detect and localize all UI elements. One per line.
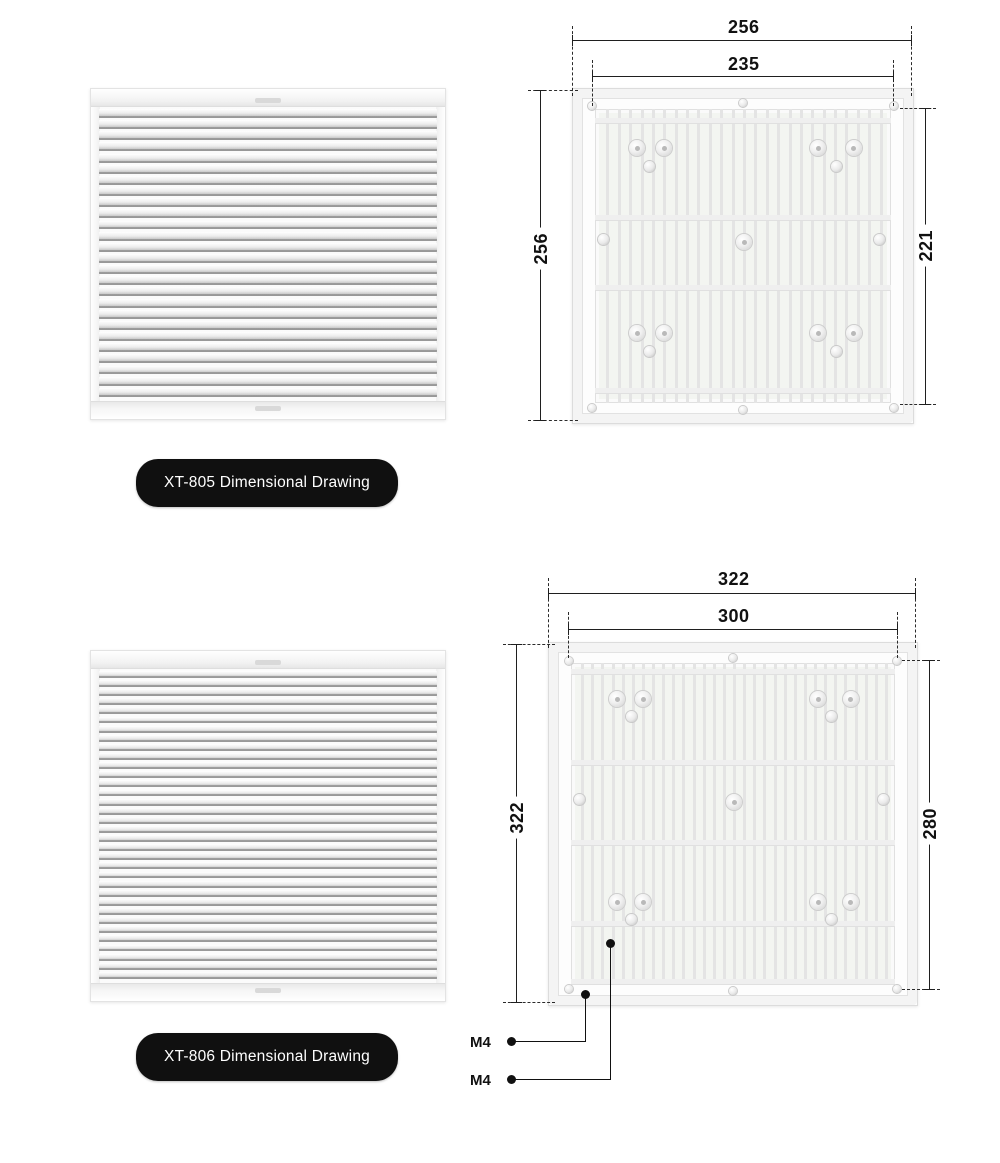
louvre-blade <box>99 844 437 851</box>
screw-head <box>644 161 655 172</box>
louvre-blade <box>99 780 437 787</box>
grid-horizontal-bar <box>571 921 895 926</box>
grid-vertical-bar <box>622 663 625 985</box>
dim-text-806-inner-width: 300 <box>713 606 755 627</box>
grid-horizontal-bar <box>595 215 891 220</box>
grid-vertical-bar <box>794 663 797 985</box>
louvre-blade <box>99 254 437 263</box>
dim-line-806-outer-width <box>548 593 916 594</box>
front-view-right-rail <box>436 668 445 984</box>
louvre-blade <box>99 890 437 897</box>
louvre-blade <box>99 265 437 274</box>
front-view-bottom-latch <box>255 406 281 411</box>
callout-leader-m4-upper-h <box>511 1041 586 1042</box>
dim-text-805-outer-height: 256 <box>531 228 552 270</box>
xt806-front-view <box>90 650 446 1002</box>
louvre-blade <box>99 817 437 824</box>
louvre-blade <box>99 689 437 696</box>
louvre-blade <box>99 187 437 196</box>
louvre-blade <box>99 835 437 842</box>
grid-vertical-bar <box>766 109 769 403</box>
louvre-blade <box>99 771 437 778</box>
grid-vertical-bar <box>753 663 756 985</box>
dim-ext-806-inner-left <box>568 612 569 658</box>
grid-vertical-bar <box>652 109 655 403</box>
grid-vertical-bar <box>880 109 883 403</box>
grid-vertical-bar <box>774 663 777 985</box>
dim-text-806-outer-height: 322 <box>507 797 528 839</box>
louvre-blade <box>99 872 437 879</box>
louvre-blade <box>99 707 437 714</box>
grid-vertical-bar <box>591 663 594 985</box>
louvre-blade <box>99 963 437 970</box>
front-view-bottom-frame <box>91 401 445 419</box>
dim-text-806-inner-height: 280 <box>920 803 941 845</box>
dim-tick-806-inner-left <box>568 624 569 635</box>
dim-tick-806-height-bottom <box>511 1002 522 1003</box>
louvre-blade <box>99 377 437 386</box>
callout-label-m4-upper: M4 <box>470 1034 491 1051</box>
dim-ext-806-inner-right <box>897 612 898 658</box>
louvre-blade <box>99 131 437 140</box>
louvre-blade <box>99 332 437 341</box>
grid-vertical-bar <box>723 663 726 985</box>
grid-vertical-bar <box>834 109 837 403</box>
dim-tick-805-height-bottom <box>535 420 546 421</box>
mounting-boss <box>846 140 862 156</box>
grid-vertical-bar <box>733 663 736 985</box>
grid-vertical-bar <box>642 663 645 985</box>
louvre-blade <box>99 945 437 952</box>
louvre-blade <box>99 972 437 979</box>
screw-head <box>826 914 837 925</box>
grid-vertical-bar <box>855 663 858 985</box>
louvre-blade <box>99 366 437 375</box>
grid-vertical-bar <box>618 109 621 403</box>
front-view-right-rail <box>436 106 445 402</box>
frame-corner-screw <box>893 657 901 665</box>
grid-vertical-bar <box>789 109 792 403</box>
dim-tick-805-inner-right <box>893 71 894 82</box>
grid-vertical-bar <box>652 663 655 985</box>
louvre-blade <box>99 698 437 705</box>
louvre-blade <box>99 899 437 906</box>
grid-horizontal-bar <box>595 285 891 290</box>
xt805-rear-view <box>572 88 914 424</box>
dim-tick-805-height-top <box>535 90 546 91</box>
grid-vertical-bar <box>814 663 817 985</box>
xt805-label-text: XT-805 Dimensional Drawing <box>164 474 370 491</box>
grid-vertical-bar <box>754 109 757 403</box>
grid-vertical-bar <box>693 663 696 985</box>
grid-vertical-bar <box>784 663 787 985</box>
louvre-blade <box>99 176 437 185</box>
louvre-blade <box>99 142 437 151</box>
dim-line-806-inner-width <box>568 629 898 630</box>
screw-head <box>626 914 637 925</box>
screw-head <box>874 234 885 245</box>
dim-tick-805-outer-right <box>911 35 912 46</box>
dim-tick-806-inner-right <box>897 624 898 635</box>
grid-vertical-bar <box>743 109 746 403</box>
louvre-blade <box>99 671 437 678</box>
grid-vertical-bar <box>844 663 847 985</box>
grid-vertical-bar <box>713 663 716 985</box>
dim-line-805-outer-width <box>572 40 912 41</box>
front-view-bottom-latch <box>255 988 281 993</box>
grid-vertical-bar <box>868 109 871 403</box>
dim-tick-805-inner-height-bottom <box>920 404 931 405</box>
grid-horizontal-bar <box>571 840 895 845</box>
screw-head <box>831 161 842 172</box>
louvre-blade <box>99 310 437 319</box>
louvre-blade <box>99 935 437 942</box>
dim-text-805-inner-height: 221 <box>916 225 937 267</box>
grid-vertical-bar <box>720 109 723 403</box>
dim-text-805-outer-width: 256 <box>723 17 765 38</box>
grid-horizontal-bar <box>571 760 895 765</box>
louvre-blade <box>99 198 437 207</box>
mounting-boss <box>843 691 859 707</box>
xt805-label-pill <box>136 459 398 507</box>
grid-vertical-bar <box>601 663 604 985</box>
louvre-blade <box>99 109 437 118</box>
louvre-blade <box>99 209 437 218</box>
callout-leader-m4-upper-v <box>585 994 586 1042</box>
grid-vertical-bar <box>763 663 766 985</box>
grid-vertical-bar <box>697 109 700 403</box>
grid-vertical-bar <box>777 109 780 403</box>
frame-corner-screw <box>893 985 901 993</box>
front-view-top-latch <box>255 98 281 103</box>
rear-view-grid-area <box>571 663 895 985</box>
grid-horizontal-bar <box>571 979 895 984</box>
grid-vertical-bar <box>865 663 868 985</box>
louvre-blade <box>99 243 437 252</box>
louvre-blade <box>99 287 437 296</box>
grid-vertical-bar <box>675 109 678 403</box>
louvre-blade <box>99 221 437 230</box>
dim-tick-806-inner-height-bottom <box>924 989 935 990</box>
frame-corner-screw <box>588 404 596 412</box>
louvre-blade <box>99 343 437 352</box>
louvre-blade <box>99 120 437 129</box>
grid-vertical-bar <box>606 109 609 403</box>
dim-tick-806-outer-right <box>915 588 916 599</box>
grid-vertical-bar <box>682 663 685 985</box>
dim-line-805-inner-width <box>592 76 894 77</box>
grid-vertical-bar <box>885 663 888 985</box>
frame-corner-screw <box>890 102 898 110</box>
dim-tick-805-inner-left <box>592 71 593 82</box>
callout-anchor-m4-upper <box>581 990 590 999</box>
mounting-boss <box>843 894 859 910</box>
front-view-top-frame <box>91 89 445 107</box>
grid-horizontal-bar <box>571 669 895 674</box>
louvre-blade <box>99 881 437 888</box>
callout-label-m4-lower: M4 <box>470 1072 491 1089</box>
louvre-blade <box>99 753 437 760</box>
grid-vertical-bar <box>743 663 746 985</box>
grid-vertical-bar <box>800 109 803 403</box>
callout-leader-m4-lower-h <box>511 1079 611 1080</box>
louvre-blade <box>99 790 437 797</box>
louvre-blade <box>99 165 437 174</box>
louvre-blade <box>99 808 437 815</box>
xt805-front-view <box>90 88 446 420</box>
grid-vertical-bar <box>709 109 712 403</box>
grid-vertical-bar <box>875 663 878 985</box>
louvre-blade <box>99 744 437 751</box>
drawing-section-xt-806 <box>0 560 1000 1163</box>
louvre-blade <box>99 276 437 285</box>
mounting-boss <box>846 325 862 341</box>
screw-head <box>626 711 637 722</box>
frame-corner-screw <box>565 985 573 993</box>
front-view-bottom-frame <box>91 983 445 1001</box>
grid-horizontal-bar <box>595 118 891 123</box>
dim-tick-806-height-top <box>511 644 522 645</box>
dim-tick-806-outer-left <box>548 588 549 599</box>
grid-vertical-bar <box>804 663 807 985</box>
dim-ext-805-inner-right <box>893 60 894 106</box>
grid-vertical-bar <box>703 663 706 985</box>
dim-ext-805-inner-left <box>592 60 593 106</box>
louvre-blade <box>99 908 437 915</box>
louvre-blade <box>99 762 437 769</box>
grid-vertical-bar <box>672 663 675 985</box>
louvre-blade <box>99 926 437 933</box>
grid-vertical-bar <box>581 663 584 985</box>
louvre-blade <box>99 726 437 733</box>
callout-leader-m4-lower-v <box>610 943 611 1079</box>
xt806-label-pill <box>136 1033 398 1081</box>
dim-tick-805-outer-left <box>572 35 573 46</box>
grid-vertical-bar <box>686 109 689 403</box>
dim-tick-805-inner-height-top <box>920 108 931 109</box>
louvre-blade <box>99 862 437 869</box>
drawing-section-xt-805 <box>0 0 1000 560</box>
louvre-blade <box>99 232 437 241</box>
louvre-blade <box>99 917 437 924</box>
louvre-blade <box>99 853 437 860</box>
louvre-blade <box>99 388 437 397</box>
louvre-blade <box>99 717 437 724</box>
grid-vertical-bar <box>732 109 735 403</box>
front-view-louvre-stack <box>99 671 437 981</box>
xt806-label-text: XT-806 Dimensional Drawing <box>164 1048 370 1065</box>
louvre-blade <box>99 954 437 961</box>
rear-view-grid-area <box>595 109 891 403</box>
dim-text-805-inner-width: 235 <box>723 54 765 75</box>
dim-tick-806-inner-height-top <box>924 660 935 661</box>
louvre-blade <box>99 799 437 806</box>
xt806-rear-view <box>548 642 918 1006</box>
front-view-top-latch <box>255 660 281 665</box>
dim-text-806-outer-width: 322 <box>713 569 755 590</box>
grid-horizontal-bar <box>595 388 891 393</box>
louvre-blade <box>99 299 437 308</box>
front-view-top-frame <box>91 651 445 669</box>
frame-corner-screw <box>739 99 747 107</box>
louvre-blade <box>99 154 437 163</box>
callout-anchor-m4-lower <box>606 939 615 948</box>
louvre-blade <box>99 680 437 687</box>
louvre-blade <box>99 321 437 330</box>
louvre-blade <box>99 826 437 833</box>
grid-vertical-bar <box>662 663 665 985</box>
screw-head <box>831 346 842 357</box>
grid-vertical-bar <box>612 663 615 985</box>
grid-vertical-bar <box>824 663 827 985</box>
louvre-blade <box>99 354 437 363</box>
louvre-blade <box>99 735 437 742</box>
front-view-louvre-stack <box>99 109 437 399</box>
